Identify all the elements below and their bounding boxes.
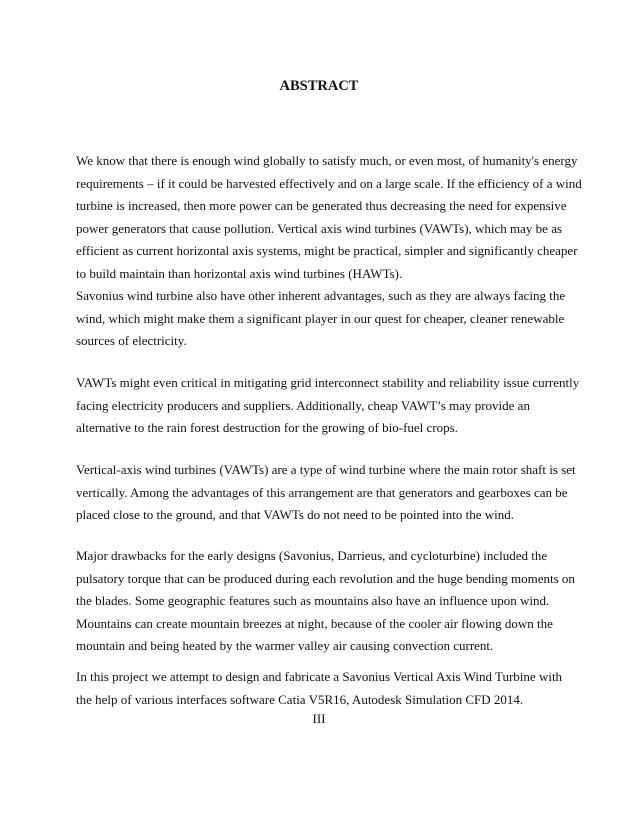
text-line: Mountains can create mountain breezes at night, because of the cooler air flowing down the — [76, 615, 553, 631]
text-line: mountain and being heated by the warmer valley air causing convection current. — [76, 638, 494, 653]
text-line: Savonius wind turbine also have other inherent advantages, such as they are always facing the — [76, 288, 566, 303]
paragraph-2 — [76, 285, 568, 353]
text-line: sources of electricity. — [76, 333, 187, 348]
paragraph-1 — [76, 150, 582, 285]
text-line: placed close to the ground, and that VAWTs do not need to be pointed into the wind. — [76, 507, 515, 522]
text-line: the blades. Some geographic features such as mountains also have an influence upon wind. — [76, 593, 550, 608]
text-line: Major drawbacks for the early designs (Savonius, Darrieus, and cycloturbine) included the — [76, 548, 548, 563]
text-line: In this project we attempt to design and fabricate a Savonius Vertical Axis Wind Turbine with — [76, 669, 563, 684]
text-line: requirements – if it could be harvested effectively and on a large scale. If the efficiency of a wind — [76, 175, 582, 191]
text-line: wind, which might make them a significant player in our quest for cheaper, cleaner renewable — [76, 310, 565, 326]
text-line: power generators that cause pollution. Vertical axis wind turbines (VAWTs), which may be as — [76, 220, 563, 236]
text-line: turbine is increased, then more power can be generated thus decreasing the need for expensive — [76, 198, 567, 213]
text-line: Vertical-axis wind turbines (VAWTs) are a type of wind turbine where the main rotor shaft is set — [76, 462, 576, 477]
paragraph-5 — [76, 545, 575, 658]
text-line: pulsatory torque that can be produced during each revolution and the huge bending moments on — [76, 570, 575, 586]
paragraph-3 — [76, 372, 580, 440]
paragraph-4 — [76, 459, 576, 527]
text-line: alternative to the rain forest destruction for the growing of bio-fuel crops. — [76, 420, 458, 435]
text-line: to build maintain than horizontal axis wind turbines (HAWTs). — [76, 265, 403, 281]
text-line: We know that there is enough wind globally to satisfy much, or even most, of humanity's energy — [76, 153, 578, 168]
text-line: the help of various interfaces software Catia V5R16, Autodesk Simulation CFD 2014. — [76, 691, 524, 707]
text-line: VAWTs might even critical in mitigating grid interconnect stability and reliability issue currently — [76, 375, 580, 390]
text-line: efficient as current horizontal axis systems, might be practical, simpler and significantly cheaper — [76, 243, 578, 258]
page-number: III — [312, 711, 326, 726]
text-line: vertically. Among the advantages of this arrangement are that generators and gearboxes can be — [76, 484, 568, 500]
page-title: ABSTRACT — [279, 78, 359, 94]
paragraph-6 — [76, 666, 568, 711]
text-line: facing electricity producers and suppliers. Additionally, cheap VAWT’s may provide an — [76, 397, 530, 413]
